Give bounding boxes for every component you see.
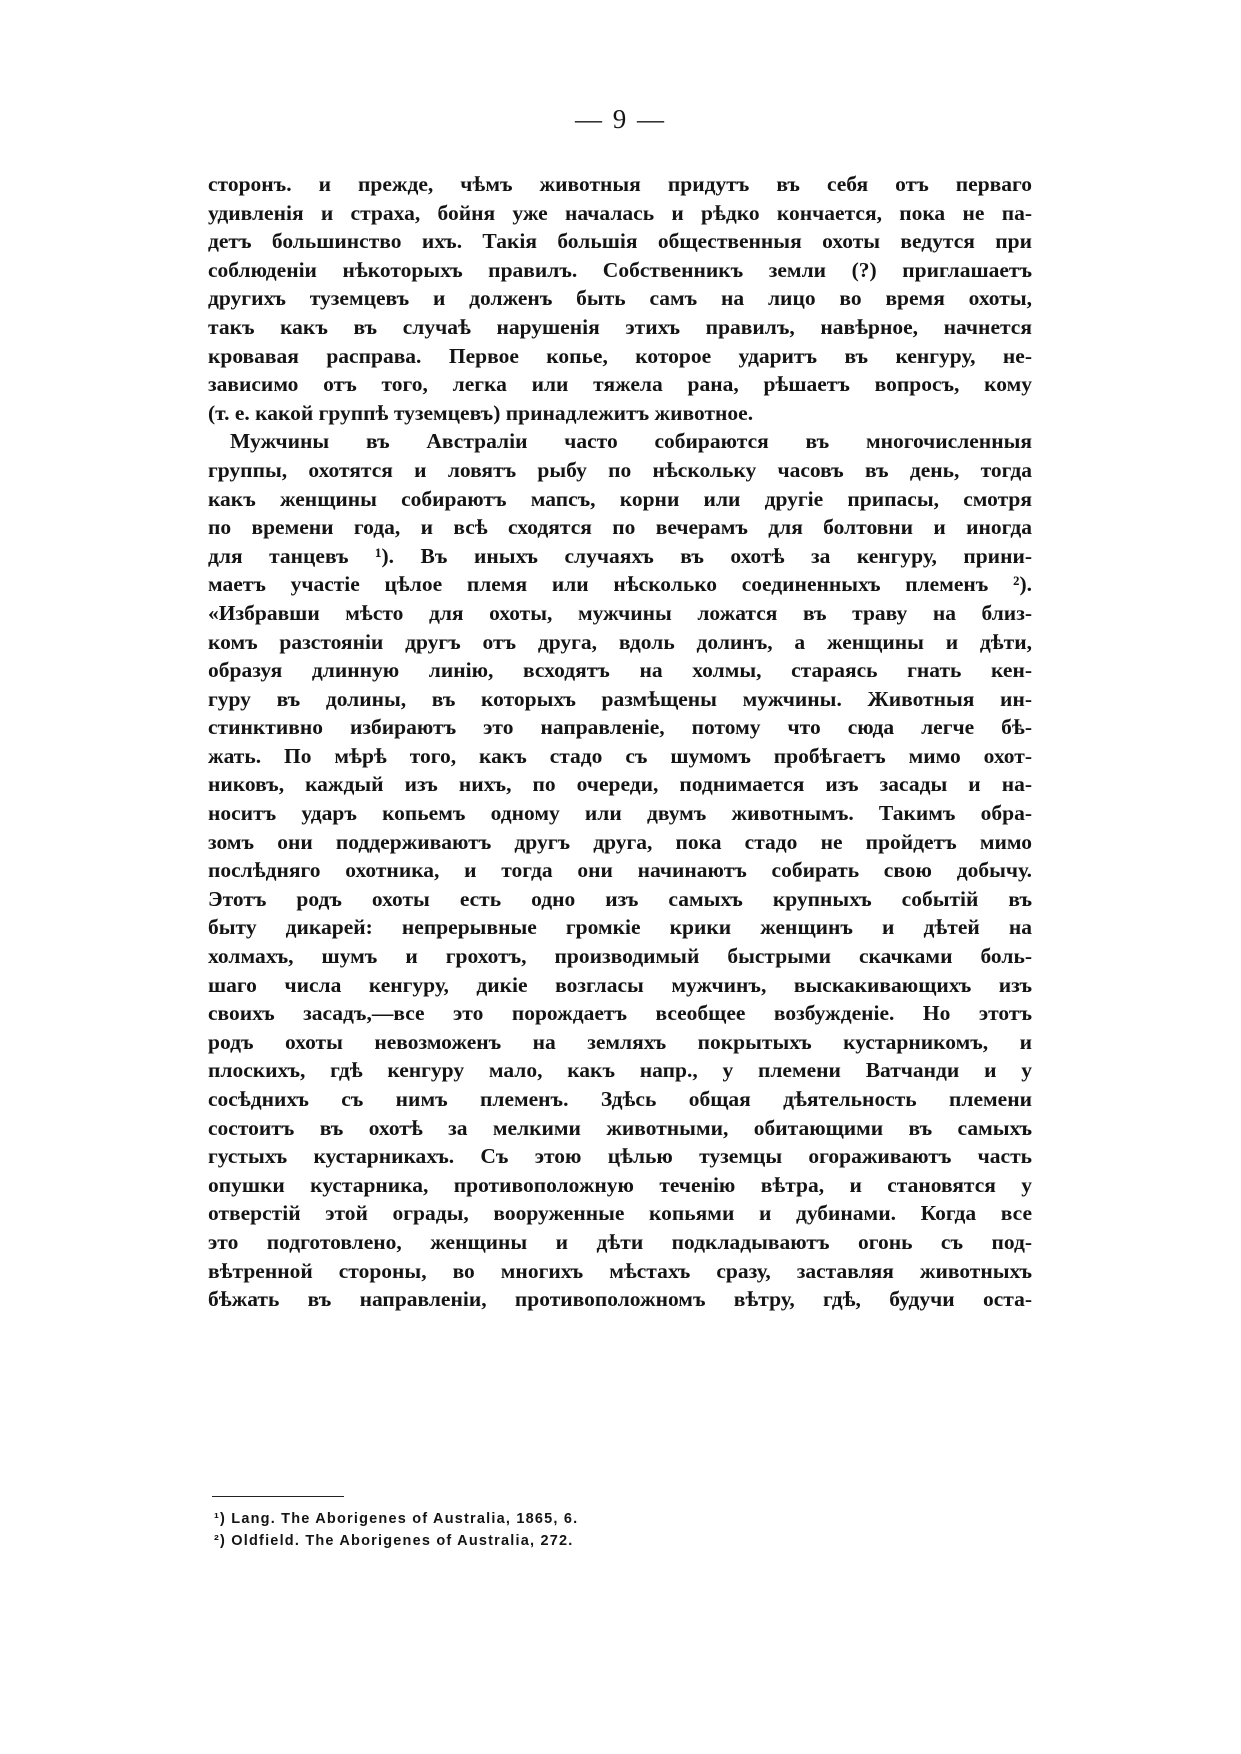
text-line: холмахъ, шумъ и грохотъ, производимый быстрыми скачками боль- xyxy=(208,944,1032,969)
text-line: послѣдняго охотника, и тогда они начинаютъ собирать свою добычу. xyxy=(208,858,1032,883)
text-line: родъ охоты невозможенъ на земляхъ покрытыхъ кустарникомъ, и xyxy=(208,1029,1032,1054)
footnotes xyxy=(214,1508,914,1552)
text-line: бѣжать въ направленіи, противоположномъ вѣтру, гдѣ, будучи оста- xyxy=(208,1287,1032,1312)
text-line: быту дикарей: непрерывные громкіе крики женщинъ и дѣтей на xyxy=(208,915,1032,940)
text-line: вѣтренной стороны, во многихъ мѣстахъ сразу, заставляя животныхъ xyxy=(208,1258,1032,1283)
text-line: стинктивно избираютъ это направленіе, потому что сюда легче бѣ- xyxy=(208,715,1032,740)
text-line: соблюденіи нѣкоторыхъ правилъ. Собственникъ земли (?) приглашаетъ xyxy=(208,257,1032,282)
text-line: сторонъ. и прежде, чѣмъ животныя придутъ въ себя отъ перваго xyxy=(208,172,1032,196)
text-line: плоскихъ, гдѣ кенгуру мало, какъ напр., у племени Ватчанди и у xyxy=(208,1058,1032,1083)
text-line: образуя длинную линію, всходятъ на холмы, стараясь гнать кен- xyxy=(208,658,1032,683)
text-line: густыхъ кустарникахъ. Съ этою цѣлью туземцы огораживаютъ часть xyxy=(208,1144,1032,1169)
text-line: «Избравши мѣсто для охоты, мужчины ложатся въ траву на близ- xyxy=(208,600,1032,625)
text-line: своихъ засадъ,—все это порождаетъ всеобщее возбужденіе. Но этотъ xyxy=(208,1001,1032,1026)
footnote-divider xyxy=(212,1496,344,1497)
text-line: опушки кустарника, противоположную теченію вѣтра, и становятся у xyxy=(208,1172,1032,1197)
page-number: — 9 — xyxy=(575,104,666,134)
text-line: другихъ туземцевъ и долженъ быть самъ на лицо во время охоты, xyxy=(208,286,1032,311)
text-line: кровавая расправа. Первое копье, которое ударитъ въ кенгуру, не- xyxy=(208,343,1032,368)
text-line: такъ какъ въ случаѣ нарушенія этихъ правилъ, навѣрное, начнется xyxy=(208,314,1032,339)
text-line: группы, охотятся и ловятъ рыбу по нѣскольку часовъ въ день, тогда xyxy=(208,457,1032,482)
text-line: носитъ ударъ копьемъ одному или двумъ животнымъ. Такимъ обра- xyxy=(208,801,1032,826)
text-line: для танцевъ ¹). Въ иныхъ случаяхъ въ охотѣ за кенгуру, прини- xyxy=(208,543,1032,568)
text-line: жать. По мѣрѣ того, какъ стадо съ шумомъ пробѣгаетъ мимо охот- xyxy=(208,743,1032,768)
text-line: детъ большинство ихъ. Такія большія общественныя охоты ведутся при xyxy=(208,229,1032,254)
footnote-1: ¹) Lang. The Aborigenes of Australia, 1865, 6. xyxy=(214,1511,579,1527)
text-line: (т. е. какой группѣ туземцевъ) принадлежитъ животное. xyxy=(208,400,754,425)
text-line: сосѣднихъ съ нимъ племенъ. Здѣсь общая дѣятельность племени xyxy=(208,1087,1032,1111)
text-line: зависимо отъ того, легка или тяжела рана, рѣшаетъ вопросъ, кому xyxy=(208,372,1032,397)
text-line: гуру въ долины, въ которыхъ размѣщены мужчины. Животныя ин- xyxy=(208,686,1032,711)
text-line: состоитъ въ охотѣ за мелкими животными, обитающими въ самыхъ xyxy=(208,1115,1032,1140)
text-line: отверстій этой ограды, вооруженные копьями и дубинами. Когда все xyxy=(208,1201,1032,1226)
text-line: маетъ участіе цѣлое племя или нѣсколько соединенныхъ племенъ ²). xyxy=(208,572,1032,597)
text-line: это подготовлено, женщины и дѣти подкладываютъ огонь съ под- xyxy=(208,1229,1032,1254)
body-text xyxy=(208,170,1032,1314)
text-line: какъ женщины собираютъ мапсъ, корни или другіе припасы, смотря xyxy=(208,486,1032,511)
footnote-2: ²) Oldfield. The Aborigenes of Australia, 272. xyxy=(214,1533,574,1549)
text-line: Этотъ родъ охоты есть одно изъ самыхъ крупныхъ событій въ xyxy=(208,886,1032,911)
text-line: Мужчины въ Австраліи часто собираются въ многочисленныя xyxy=(230,429,1032,454)
text-line: комъ разстояніи другъ отъ друга, вдоль долинъ, а женщины и дѣти, xyxy=(208,629,1032,654)
text-line: зомъ они поддерживаютъ другъ друга, пока стадо не пройдетъ мимо xyxy=(208,829,1032,854)
text-line: по времени года, и всѣ сходятся по вечерамъ для болтовни и иногда xyxy=(208,515,1032,540)
text-line: никовъ, каждый изъ нихъ, по очереди, поднимается изъ засады и на- xyxy=(208,772,1032,797)
text-line: удивленія и страха, бойня уже началась и рѣдко кончается, пока не па- xyxy=(208,200,1032,225)
text-line: шаго числа кенгуру, дикіе возгласы мужчинъ, выскакивающихъ изъ xyxy=(208,972,1032,997)
